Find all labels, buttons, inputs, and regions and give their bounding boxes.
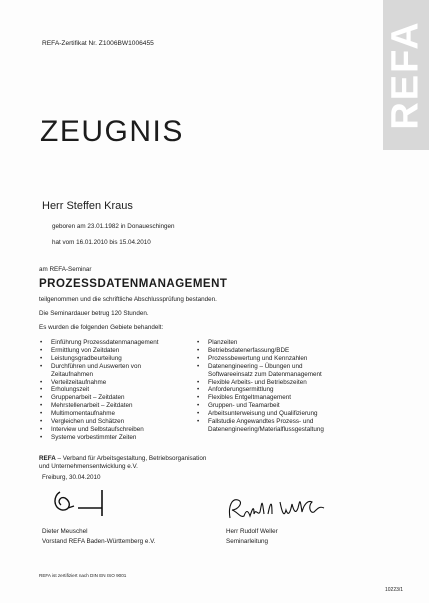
- topic-item: • Flexibles Entgeltmanagement: [196, 394, 324, 402]
- place-date: Freiburg, 30.04.2010: [42, 474, 101, 481]
- seminar-name: PROZESSDATENMANAGEMENT: [39, 278, 228, 290]
- areas-intro: Es wurden die folgenden Gebiete behandelt:: [39, 324, 164, 331]
- signatory-left-name: Dieter Meuschel: [42, 528, 88, 535]
- topic-item: • Prozessbewertung und Kennzahlen: [196, 355, 324, 363]
- duration-text: Die Seminardauer betrug 120 Stunden.: [39, 310, 149, 317]
- iso-footnote: REFA ist zertifiziert nach DIN EN ISO 9001: [39, 573, 127, 578]
- topic-item: • Gruppenarbeit – Zeitdaten: [39, 394, 158, 402]
- topic-item: • Ermittlung von Zeitdaten: [39, 347, 158, 355]
- signatory-left-role: Vorstand REFA Baden-Württemberg e.V.: [42, 538, 156, 545]
- signature-left: [50, 484, 120, 520]
- topics-left-list: [39, 339, 158, 442]
- topic-item: • Interview und Selbstaufschreiben: [39, 426, 158, 434]
- topic-item: • Fallstudie Angewandtes Prozess- und: [196, 418, 324, 426]
- refa-logo-text: REFA: [384, 20, 427, 130]
- refa-note-line2: und Unternehmensentwicklung e.V.: [39, 463, 138, 470]
- seminar-label: am REFA-Seminar: [39, 266, 92, 273]
- topic-item: • Flexible Arbeits- und Betriebszeiten: [196, 379, 324, 387]
- refa-note-line1: – Verband für Arbeitsgestaltung, Betriebsorganisation: [55, 455, 207, 462]
- topic-item: • Gruppen- und Teamarbeit: [196, 402, 324, 410]
- topic-item: • Erholungszeit: [39, 386, 158, 394]
- recipient-name: Herr Steffen Kraus: [42, 200, 133, 212]
- topic-item-continued: Softwareeinsatz zum Datenmanagement: [208, 370, 322, 378]
- refa-logo: [383, 0, 429, 150]
- topic-item: • Arbeitsunterweisung und Qualifizierung: [196, 410, 324, 418]
- topic-item: • Systeme vorbestimmter Zeiten: [39, 434, 158, 442]
- document-title: ZEUGNIS: [40, 115, 184, 148]
- signatory-right: [226, 527, 278, 547]
- signatory-right-role: Seminarleitung: [226, 538, 269, 545]
- topic-item: • Einführung Prozessdatenmanagement: [39, 339, 158, 347]
- signature-right: [224, 492, 334, 526]
- topic-item: • Datenengineering – Übungen und: [196, 363, 324, 371]
- topic-item: • Verteilzeitaufnahme: [39, 379, 158, 387]
- topic-item: • Durchführen und Auswerten von: [39, 363, 158, 371]
- topic-item: • Vergleichen und Schätzen: [39, 418, 158, 426]
- document-code: 10223/1: [385, 587, 404, 593]
- passed-text: teilgenommen und die schriftliche Abschlussprüfung bestanden.: [39, 296, 217, 303]
- topic-item-continued: Zeitaufnahmen: [51, 370, 94, 378]
- refa-note-bold: REFA: [39, 455, 56, 462]
- topics-right-list: [196, 339, 324, 434]
- topic-item: • Planzeiten: [196, 339, 324, 347]
- topic-item-continued: Datenengineering/Materialflussgestaltung: [208, 425, 324, 433]
- topic-item: • Leistungsgradbeurteilung: [39, 355, 158, 363]
- refa-association-note: [39, 455, 206, 471]
- topic-item: • Mehrstellenarbeit – Zeitdaten: [39, 402, 158, 410]
- topic-item: • Multimomentaufnahme: [39, 410, 158, 418]
- signatory-right-name: Herr Rudolf Weller: [226, 528, 278, 535]
- certificate-number: REFA-Zertifikat Nr. Z1006BW1006455: [42, 40, 154, 47]
- birth-info: geboren am 23.01.1982 in Donaueschingen: [52, 223, 175, 230]
- attendance-period: hat vom 16.01.2010 bis 15.04.2010: [52, 239, 151, 246]
- topic-item: • Betriebsdatenerfassung/BDE: [196, 347, 324, 355]
- topic-item: • Anforderungsermittlung: [196, 386, 324, 394]
- signatory-left: [42, 527, 156, 547]
